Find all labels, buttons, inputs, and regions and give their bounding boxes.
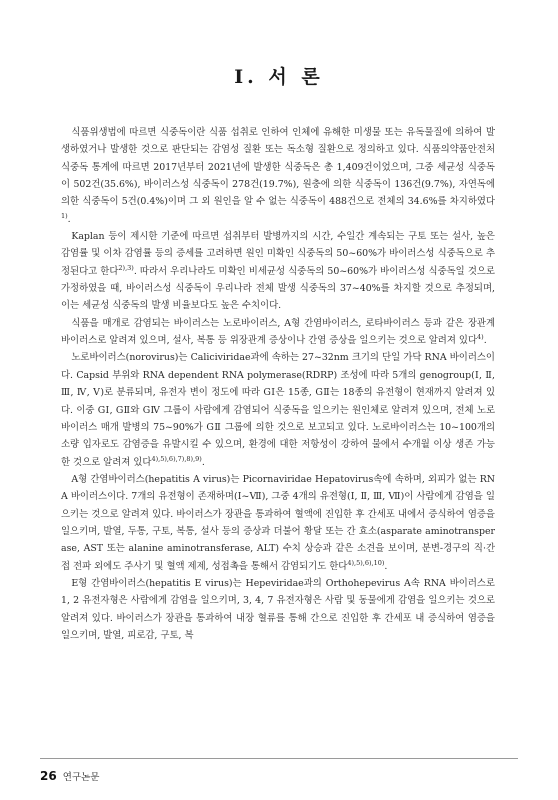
paragraph: 노로바이러스(norovirus)는 Caliciviridae과에 속하는 27~32nm 크기의 단일 가닥 RNA 바이러스이다. Capsid 부위와 RNA dependent RNA polymerase(RDRP) 조성에 따라 5개의 genogroup(Ⅰ, Ⅱ, Ⅲ, Ⅳ, Ⅴ)로 분류되며, 유전자 변이 정도에 따라 GⅠ은 15종, GⅡ는 18종의 유전형이 현재까지 알려져 있다. 이중 GⅠ, GⅡ와 GⅣ 그룹이 사람에게 감염되어 식중독을 일으키는 원인체로 알려져 있으며, 전체 노로바이러스 매개 발병의 75~90%가 GⅡ 그룹에 의한 것으로 보고되고 있다. 노로바이러스는 10~100개의 소량 입자로도 감염증을 유발시킬 수 있으며, 환경에 대한 저항성이 강하여 물에서 수개월 이상 생존 가능한 것으로 알려져 있다$^{4),5),6),7),8),9)}$.	[61, 352, 495, 468]
reference-marker: 2),3)	[118, 263, 134, 272]
body-text	[61, 124, 495, 644]
paragraph: E형 간염바이러스(hepatitis E virus)는 Hepeviridae과의 Orthohepevirus A속 RNA 바이러스로 1, 2 유전자형은 사람에게 감염을 일으키며, 3, 4, 7 유전자형은 사람 및 동물에게 감염을 일으키는 것으로 알려져 있다. 바이러스가 장관을 통과하여 내장 혈류를 통해 간으로 진입한 후 간세포 내 증식하여 염증을 일으키며, 발열, 피로감, 구토, 복	[61, 577, 495, 641]
paragraph: 식품을 매개로 감염되는 바이러스는 노로바이러스, A형 간염바이러스, 로타바이러스 등과 같은 장관계 바이러스로 알려져 있으며, 설사, 복통 등 위장관계 증상이나 간염 증상을 일으키는 것으로 알려져 있다$^{4)}$.	[61, 317, 495, 347]
section-title: Ⅰ. 서 론	[234, 66, 324, 88]
paragraph: 식품위생법에 따르면 식중독이란 식품 섭취로 인하여 인체에 유해한 미생물 또는 유독물질에 의하여 발생하였거나 발생한 것으로 판단되는 감염성 질환 또는 독소형 질환으로 정의하고 있다. 식품의약품안전처 식중독 통계에 따르면 2017년부터 2021년에 발생한 식중독은 총 1,409건이었으며, 그중 세균성 식중독이 502건(35.6%), 바이러스성 식중독이 278건(19.7%), 원충에 의한 식중독이 136건(9.7%), 자연독에 의한 식중독이 5건(0.4%)이며 그 외 원인을 알 수 없는 식중독이 488건으로 전체의 34.6%를 차지하였다$^{1)}$.	[61, 127, 495, 225]
page-number: 26	[40, 769, 57, 783]
paragraph: A형 간염바이러스(hepatitis A virus)는 Picornaviridae Hepatovirus속에 속하며, 외피가 없는 RNA 바이러스이다. 7개의 유전형이 존재하며(Ⅰ~Ⅶ), 그중 4개의 유전형(Ⅰ, Ⅱ, Ⅲ, Ⅶ)이 사람에게 감염을 일으키는 것으로 알려져 있다. 바이러스가 장관을 통과하여 혈액에 진입한 후 간세포 내에서 증식하여 염증을 일으키며, 발열, 두통, 구토, 복통, 설사 등의 증상과 더불어 황달 또는 간 효소(asparate aminotransperase, AST 또는 alanine aminotransferase, ALT) 수치 상승과 같은 소견을 보이며, 분변-경구의 직·간접 전파 외에도 주사기 및 혈액 제제, 성접촉을 통해서 감염되기도 한다$^{4),5),6),10)}$.	[61, 473, 495, 572]
paragraph: Kaplan 등이 제시한 기준에 따르면 섭취부터 발병까지의 시간, 수일간 계속되는 구토 또는 설사, 높은 감염률 및 이차 감염률 등의 증세를 고려하면 원인 미확인 식중독의 50~60%가 바이러스성 식중독으로 추정된다고 한다$^{2),3)}$. 따라서 우리나라도 미확인 비세균성 식중독의 50~60%가 바이러스성 식중독일 것으로 가정하였을 때, 바이러스성 식중독이 우리나라 전체 발생 식중독의 37~40%를 차지할 것으로 추정되며, 이는 세균성 식중독의 발생 비율보다도 높은 수치이다.	[61, 231, 495, 312]
reference-marker: 1)	[61, 211, 68, 220]
reference-marker: 4),5),6),10)	[347, 558, 385, 567]
journal-name: 연구논문	[62, 772, 100, 783]
reference-marker: 4)	[477, 333, 484, 341]
page-footer	[40, 758, 518, 784]
reference-marker: 4),5),6),7),8),9)	[151, 454, 202, 463]
